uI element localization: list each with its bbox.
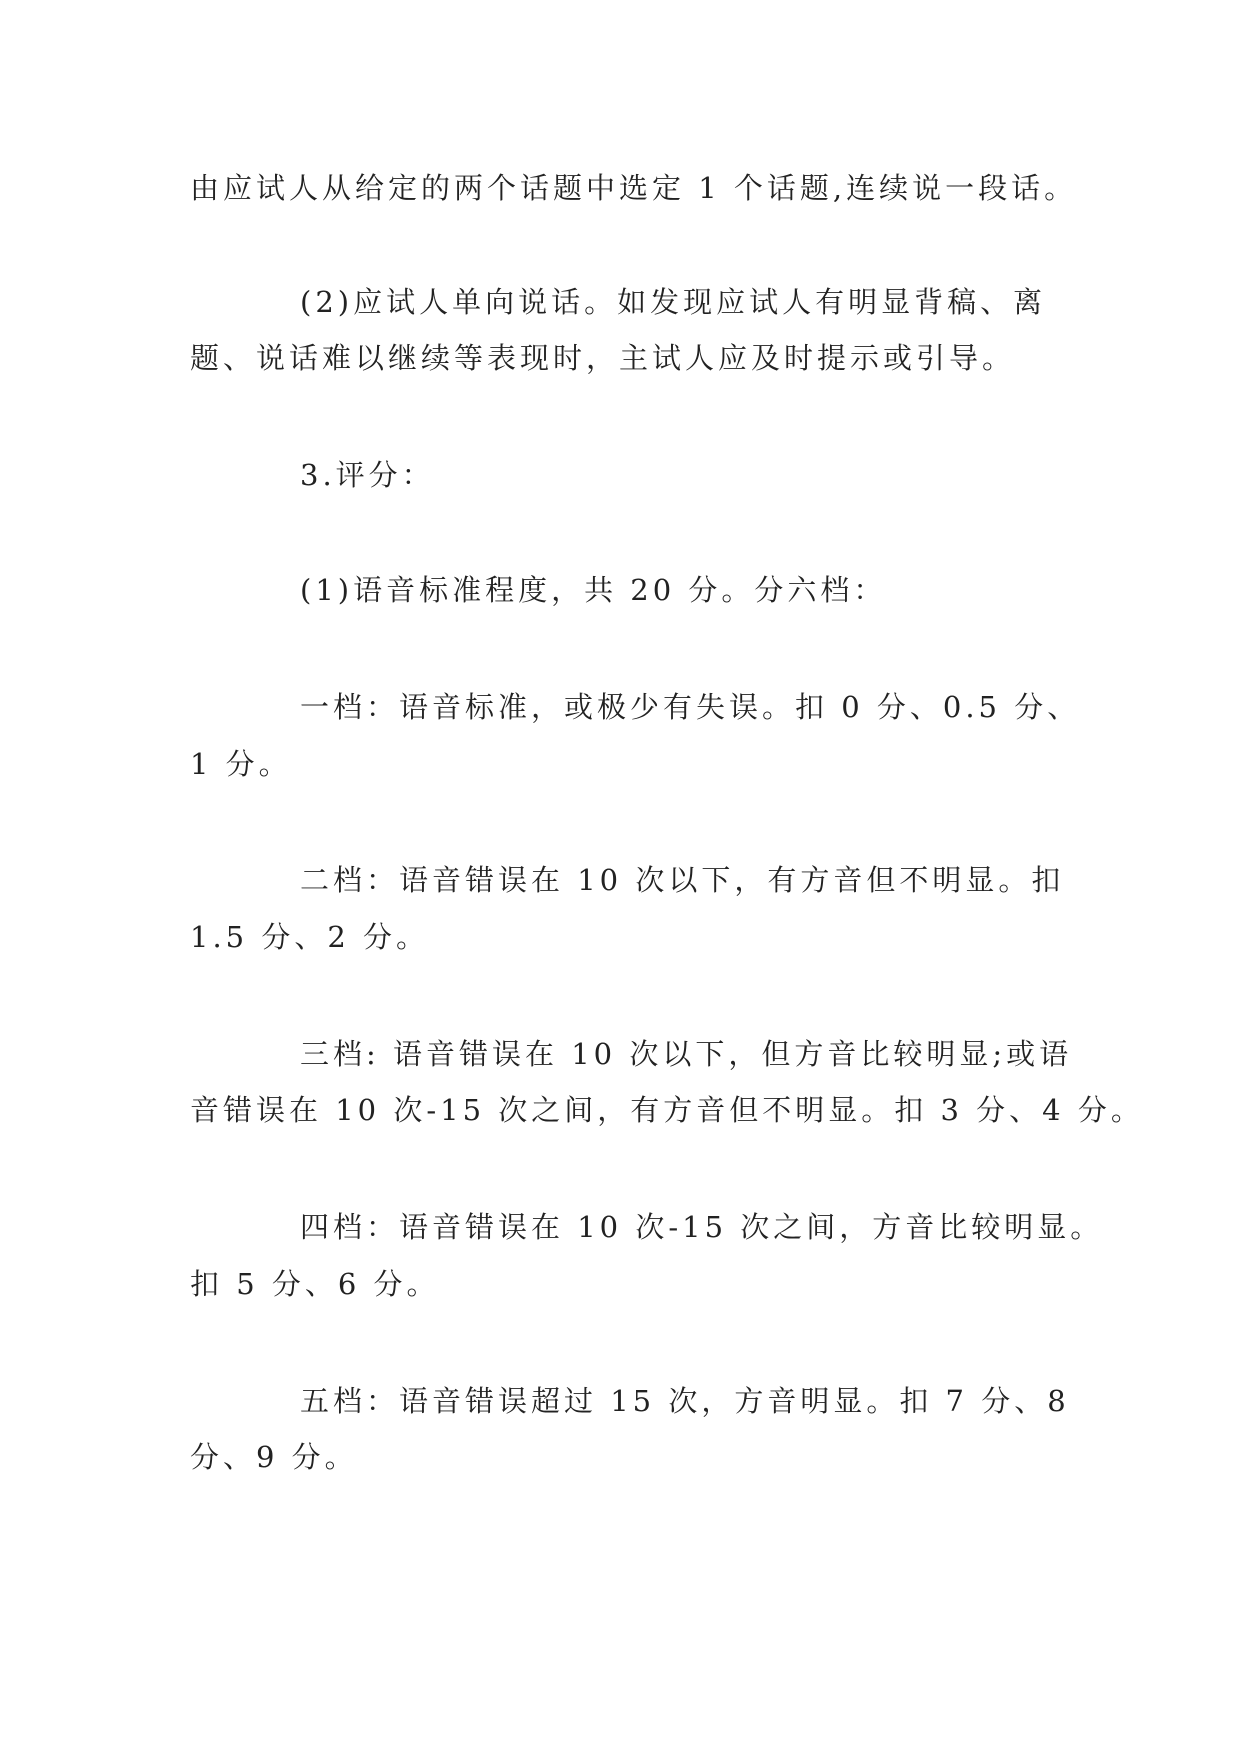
paragraph-line: 题、说话难以继续等表现时，主试人应及时提示或引导。 [190, 341, 1016, 375]
paragraph-line: 由应试人从给定的两个话题中选定 1 个话题,连续说一段话。 [190, 171, 1078, 205]
paragraph-line: 三档: 语音错误在 10 次以下，但方音比较明显;或语 [300, 1037, 1073, 1071]
paragraph-line: 一档：语音标准，或极少有失误。扣 0 分、0.5 分、 [300, 690, 1081, 724]
paragraph-line: 四档：语音错误在 10 次-15 次之间，方音比较明显。 [300, 1210, 1104, 1244]
paragraph-line: 1.5 分、2 分。 [190, 920, 430, 954]
paragraph-line: (1)语音标准程度，共 20 分。分六档： [300, 573, 887, 607]
paragraph-line: (2)应试人单向说话。如发现应试人有明显背稿、离 [300, 285, 1047, 319]
paragraph-line: 1 分。 [190, 747, 292, 781]
paragraph-line: 扣 5 分、6 分。 [190, 1267, 440, 1301]
section-heading: 3.评分： [300, 458, 435, 492]
paragraph-line: 分、9 分。 [190, 1440, 358, 1474]
paragraph-line: 音错误在 10 次-15 次之间，有方音但不明显。扣 3 分、4 分。 [190, 1093, 1144, 1127]
paragraph-line: 二档：语音错误在 10 次以下，有方音但不明显。扣 [300, 863, 1065, 897]
paragraph-line: 五档：语音错误超过 15 次，方音明显。扣 7 分、8 [300, 1384, 1070, 1418]
